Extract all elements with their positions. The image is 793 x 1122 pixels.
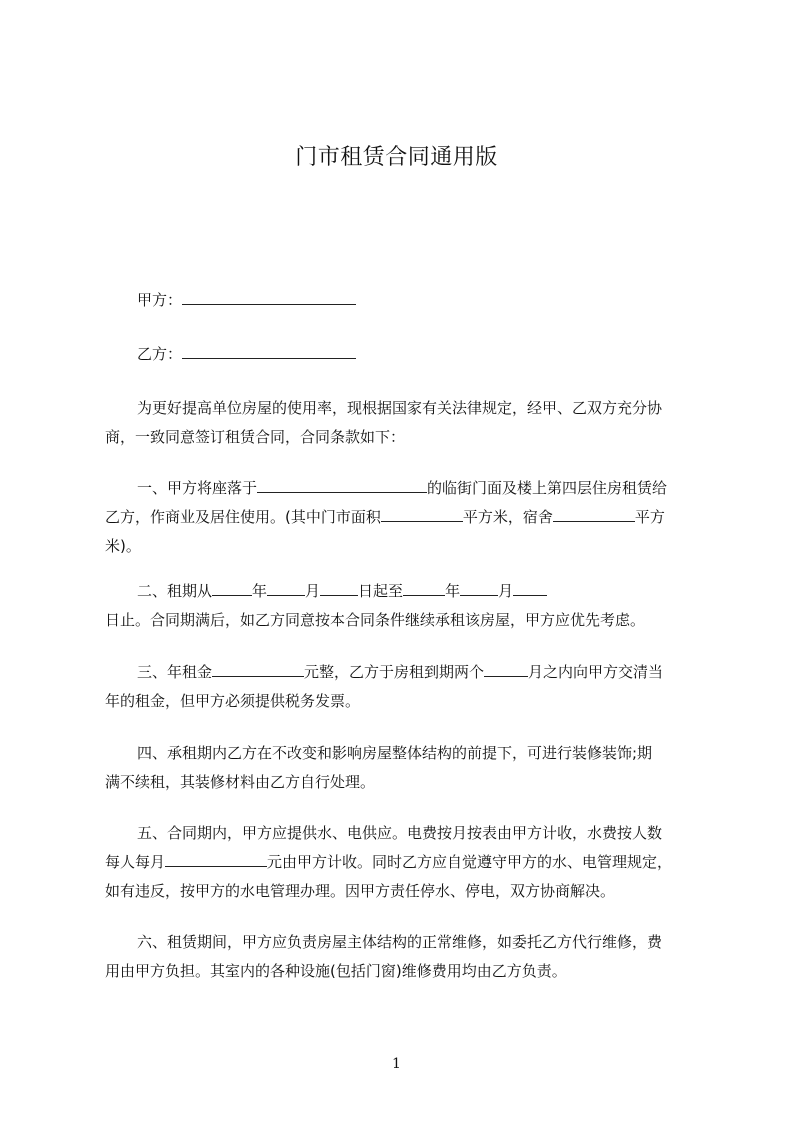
water-fee-blank[interactable] bbox=[165, 852, 267, 867]
party-b-line bbox=[137, 343, 356, 365]
party-b-blank[interactable] bbox=[182, 344, 356, 359]
clause-5-text-b: 每人每月 bbox=[105, 853, 166, 871]
clause-1-text-a: 一、甲方将座落于 bbox=[137, 479, 258, 497]
clause-2-text-d: 日起至 bbox=[358, 582, 404, 600]
clause-3-text-d: 年的租金，但甲方必须提供税务发票。 bbox=[105, 692, 361, 710]
location-blank[interactable] bbox=[257, 478, 427, 493]
clause-3-text-b: 元整，乙方于房租到期两个 bbox=[304, 663, 485, 681]
document-title: 门市租赁合同通用版 bbox=[295, 145, 498, 170]
intro-paragraph bbox=[105, 394, 700, 452]
clause-1-text-d: 平方米，宿舍 bbox=[462, 508, 553, 526]
shop-area-blank[interactable] bbox=[381, 507, 463, 522]
clause-3 bbox=[105, 658, 700, 716]
clause-5-line-1: 五、合同期内，甲方应提供水、电供应。电费按月按表由甲方计收，水费按人数 bbox=[137, 824, 663, 842]
start-year-blank[interactable] bbox=[212, 581, 252, 596]
clause-4-line-2: 满不续租，其装修材料由乙方自行处理。 bbox=[105, 773, 376, 791]
party-a-blank[interactable] bbox=[182, 290, 356, 305]
clause-2-text-a: 二、租期从 bbox=[137, 582, 213, 600]
intro-line-2: 商，一致同意签订租赁合同，合同条款如下： bbox=[105, 428, 406, 446]
party-a-label: 甲方： bbox=[137, 291, 183, 309]
clause-5-line-3: 如有违反，按甲方的水电管理办理。因甲方责任停水、停电，双方协商解决。 bbox=[105, 882, 616, 900]
clause-6 bbox=[105, 928, 700, 986]
clause-4-line-1: 四、承租期内乙方在不改变和影响房屋整体结构的前提下，可进行装修装饰;期 bbox=[137, 744, 653, 762]
clause-4 bbox=[105, 739, 700, 797]
clause-2 bbox=[105, 577, 700, 635]
clause-1-text-f: 米)。 bbox=[105, 537, 141, 555]
year-label: 年 bbox=[445, 582, 461, 600]
clause-5-text-c: 元由甲方计收。同时乙方应自觉遵守甲方的水、电管理规定， bbox=[267, 853, 673, 871]
clause-1-text-c: 乙方，作商业及居住使用。(其中门市面积 bbox=[105, 508, 381, 526]
clause-1 bbox=[105, 474, 700, 561]
clause-6-line-2: 用由甲方负担。其室内的各种设施(包括门窗)维修费用均由乙方负责。 bbox=[105, 962, 567, 980]
clause-3-text-a: 三、年租金 bbox=[137, 663, 213, 681]
clause-2-text-g: 日止。合同期满后，如乙方同意按本合同条件继续承租该房屋，甲方应优先考虑。 bbox=[105, 611, 646, 629]
start-month-blank[interactable] bbox=[267, 581, 305, 596]
party-b-label: 乙方： bbox=[137, 345, 183, 363]
intro-line-1: 为更好提高单位房屋的使用率，现根据国家有关法律规定，经甲、乙双方充分协 bbox=[137, 399, 663, 417]
page-number: 1 bbox=[392, 1056, 401, 1072]
end-year-blank[interactable] bbox=[403, 581, 445, 596]
end-month-blank[interactable] bbox=[460, 581, 498, 596]
payment-months-blank[interactable] bbox=[484, 662, 528, 677]
dorm-area-blank[interactable] bbox=[553, 507, 635, 522]
party-a-line bbox=[137, 289, 356, 311]
clause-6-line-1: 六、租赁期间，甲方应负责房屋主体结构的正常维修，如委托乙方代行维修，费 bbox=[137, 933, 663, 951]
clause-5 bbox=[105, 819, 700, 906]
annual-rent-blank[interactable] bbox=[212, 662, 304, 677]
year-label: 年 bbox=[252, 582, 268, 600]
clause-3-text-c: 月之内向甲方交清当 bbox=[528, 663, 664, 681]
clause-1-text-b: 的临街门面及楼上第四层住房租赁给 bbox=[427, 479, 668, 497]
clause-1-text-e: 平方 bbox=[634, 508, 665, 526]
month-label: 月 bbox=[305, 582, 321, 600]
month-label: 月 bbox=[498, 582, 514, 600]
start-day-blank[interactable] bbox=[320, 581, 358, 596]
end-day-blank[interactable] bbox=[513, 581, 547, 596]
